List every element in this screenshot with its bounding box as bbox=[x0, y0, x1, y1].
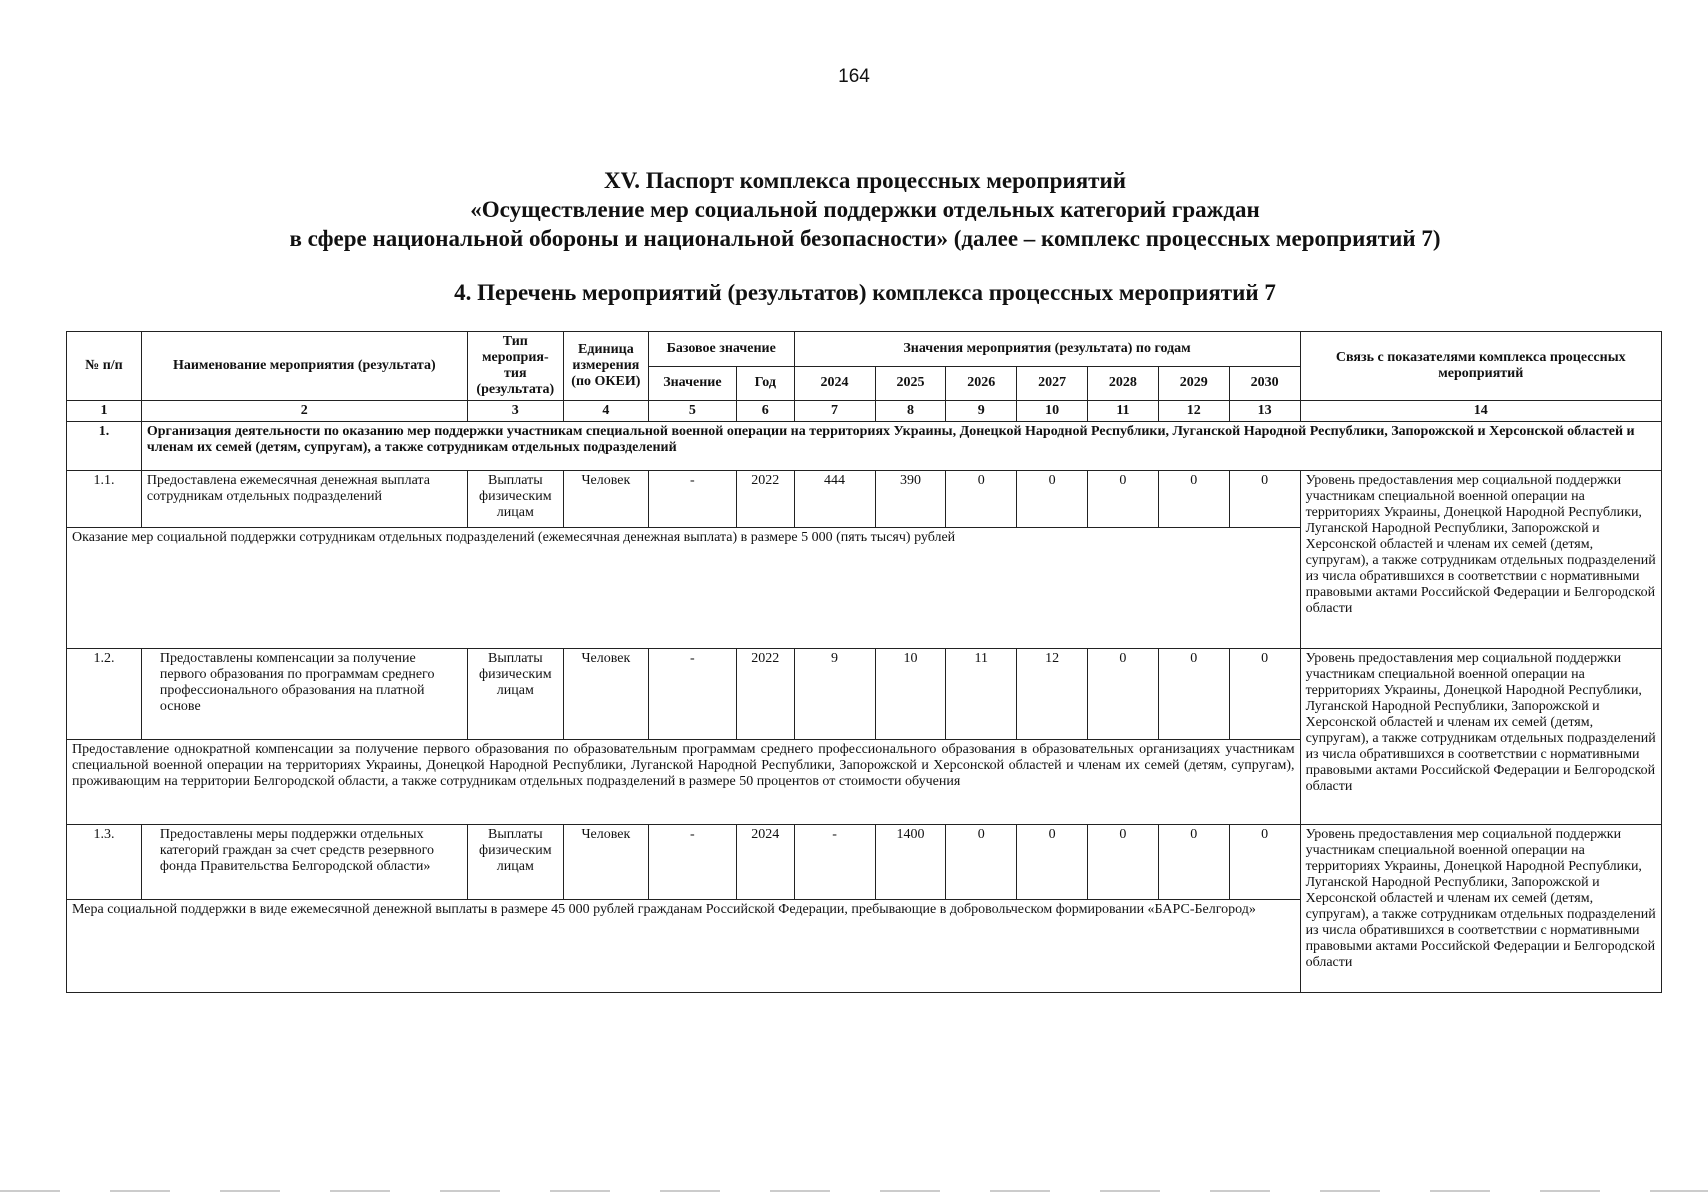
column-number: 14 bbox=[1300, 401, 1661, 422]
header-base-year: Год bbox=[736, 366, 794, 401]
scan-artifact-line bbox=[0, 1190, 1708, 1192]
row-name: Предоставлены меры поддержки отдельных категорий граждан за счет средств резервного фонда Правительства Белгородской области» bbox=[141, 825, 467, 900]
document-title bbox=[60, 166, 1670, 253]
page-number: 164 bbox=[838, 66, 870, 87]
column-number: 2 bbox=[141, 401, 467, 422]
row-type: Выплаты физическим лицам bbox=[467, 825, 563, 900]
row-unit: Человек bbox=[563, 471, 648, 528]
header-year: 2026 bbox=[946, 366, 1017, 401]
header-type: Тип мероприя-тия (результата) bbox=[467, 332, 563, 401]
row-value: 0 bbox=[1088, 471, 1159, 528]
row-value: 0 bbox=[1229, 825, 1300, 900]
row-unit: Человек bbox=[563, 649, 648, 740]
activities-table bbox=[66, 331, 1662, 993]
row-value: 11 bbox=[946, 649, 1017, 740]
row-num: 1.1. bbox=[67, 471, 142, 528]
row-name: Предоставлены компенсации за получение первого образования по программам среднего профессионального образования на платной основе bbox=[141, 649, 467, 740]
header-year: 2030 bbox=[1229, 366, 1300, 401]
row-link: Уровень предоставления мер социальной поддержки участникам специальной военной операции на территориях Украины, Донецкой Народной Республики, Луганской Народной Республики, Запорожской и Херсонской областей и членам их семей (детям, супругам), а также сотрудникам отдельных подразделений из числа обратившихся в соответствии с нормативными правовыми актами Российской Федерации и Белгородской области bbox=[1300, 825, 1661, 993]
section-title: Организация деятельности по оказанию мер поддержки участникам специальной военной операции на территориях Украины, Донецкой Народной Республики, Луганской Народной Республики, Запорожской и Херсонской областей и членам их семей (детям, супругам), а также сотрудникам отдельных подразделений bbox=[141, 422, 1661, 471]
row-value: 0 bbox=[946, 471, 1017, 528]
section-num: 1. bbox=[67, 422, 142, 471]
column-number: 5 bbox=[648, 401, 736, 422]
row-value: 10 bbox=[875, 649, 946, 740]
section-row bbox=[67, 422, 1662, 471]
title-line-2: «Осуществление мер социальной поддержки отдельных категорий граждан bbox=[470, 197, 1260, 222]
row-name: Предоставлена ежемесячная денежная выплата сотрудникам отдельных подразделений bbox=[141, 471, 467, 528]
row-value: 444 bbox=[794, 471, 875, 528]
header-base: Базовое значение bbox=[648, 332, 794, 367]
row-value: 0 bbox=[1158, 471, 1229, 528]
row-value: 390 bbox=[875, 471, 946, 528]
header-year: 2027 bbox=[1017, 366, 1088, 401]
row-link: Уровень предоставления мер социальной поддержки участникам специальной военной операции на территориях Украины, Донецкой Народной Республики, Луганской Народной Республики, Запорожской и Херсонской областей и членам их семей (детям, супругам), а также сотрудникам отдельных подразделений из числа обратившихся в соответствии с нормативными правовыми актами Российской Федерации и Белгородской области bbox=[1300, 649, 1661, 825]
column-number: 12 bbox=[1158, 401, 1229, 422]
row-value: 0 bbox=[1017, 825, 1088, 900]
header-year: 2028 bbox=[1088, 366, 1159, 401]
column-number: 8 bbox=[875, 401, 946, 422]
column-number: 11 bbox=[1088, 401, 1159, 422]
column-number: 1 bbox=[67, 401, 142, 422]
row-description: Мера социальной поддержки в виде ежемесячной денежной выплаты в размере 45 000 рублей гражданам Российской Федерации, пребывающие в добровольческом формировании «БАРС-Белгород» bbox=[67, 900, 1301, 993]
table-row bbox=[67, 649, 1662, 740]
row-value: 0 bbox=[1229, 649, 1300, 740]
column-number: 13 bbox=[1229, 401, 1300, 422]
header-name: Наименование мероприятия (результата) bbox=[141, 332, 467, 401]
title-line-3: в сфере национальной обороны и национальной безопасности» (далее – комплекс процессных мероприятий 7) bbox=[289, 226, 1441, 251]
row-base-value: - bbox=[648, 825, 736, 900]
title-line-1: XV. Паспорт комплекса процессных мероприятий bbox=[604, 168, 1126, 193]
row-base-year: 2022 bbox=[736, 649, 794, 740]
section-subtitle: 4. Перечень мероприятий (результатов) комплекса процессных мероприятий 7 bbox=[454, 280, 1276, 305]
header-year: 2025 bbox=[875, 366, 946, 401]
header-values-by-year: Значения мероприятия (результата) по годам bbox=[794, 332, 1300, 367]
row-num: 1.2. bbox=[67, 649, 142, 740]
column-number: 6 bbox=[736, 401, 794, 422]
table-row bbox=[67, 825, 1662, 900]
header-year: 2029 bbox=[1158, 366, 1229, 401]
row-description: Предоставление однократной компенсации за получение первого образования по образовательным программам среднего профессионального образования в образовательных организациях участникам специальной военной операции на территориях Украины, Донецкой Народной Республики, Луганской Народной Республики, Запорожской и Херсонской областей и членам их семей (детям, супругам), проживающим на территории Белгородской области, а также сотрудникам отдельных подразделений в размере 50 процентов от стоимости обучения bbox=[67, 740, 1301, 825]
row-value: 0 bbox=[1088, 825, 1159, 900]
row-base-year: 2024 bbox=[736, 825, 794, 900]
table-row bbox=[67, 471, 1662, 528]
row-description: Оказание мер социальной поддержки сотрудникам отдельных подразделений (ежемесячная денежная выплата) в размере 5 000 (пять тысяч) рублей bbox=[67, 528, 1301, 649]
column-number: 9 bbox=[946, 401, 1017, 422]
column-number: 10 bbox=[1017, 401, 1088, 422]
row-type: Выплаты физическим лицам bbox=[467, 649, 563, 740]
row-value: 0 bbox=[1229, 471, 1300, 528]
header-year: 2024 bbox=[794, 366, 875, 401]
row-type: Выплаты физическим лицам bbox=[467, 471, 563, 528]
row-base-year: 2022 bbox=[736, 471, 794, 528]
row-value: 9 bbox=[794, 649, 875, 740]
row-value: 0 bbox=[946, 825, 1017, 900]
column-number: 7 bbox=[794, 401, 875, 422]
header-base-value: Значение bbox=[648, 366, 736, 401]
row-value: 12 bbox=[1017, 649, 1088, 740]
header-link: Связь с показателями комплекса процессных мероприятий bbox=[1300, 332, 1661, 401]
row-num: 1.3. bbox=[67, 825, 142, 900]
header-num: № п/п bbox=[67, 332, 142, 401]
header-row-1 bbox=[67, 332, 1662, 367]
row-unit: Человек bbox=[563, 825, 648, 900]
row-value: 0 bbox=[1158, 825, 1229, 900]
row-value: 0 bbox=[1017, 471, 1088, 528]
row-value: 1400 bbox=[875, 825, 946, 900]
row-base-value: - bbox=[648, 649, 736, 740]
row-value: 0 bbox=[1088, 649, 1159, 740]
column-number: 3 bbox=[467, 401, 563, 422]
row-value: - bbox=[794, 825, 875, 900]
row-link: Уровень предоставления мер социальной поддержки участникам специальной военной операции на территориях Украины, Донецкой Народной Республики, Луганской Народной Республики, Запорожской и Херсонской областей и членам их семей (детям, супругам), а также сотрудникам отдельных подразделений из числа обратившихся в соответствии с нормативными правовыми актами Российской Федерации и Белгородской области bbox=[1300, 471, 1661, 649]
header-unit: Единица измерения (по ОКЕИ) bbox=[563, 332, 648, 401]
column-numbers-row bbox=[67, 401, 1662, 422]
row-value: 0 bbox=[1158, 649, 1229, 740]
column-number: 4 bbox=[563, 401, 648, 422]
row-base-value: - bbox=[648, 471, 736, 528]
